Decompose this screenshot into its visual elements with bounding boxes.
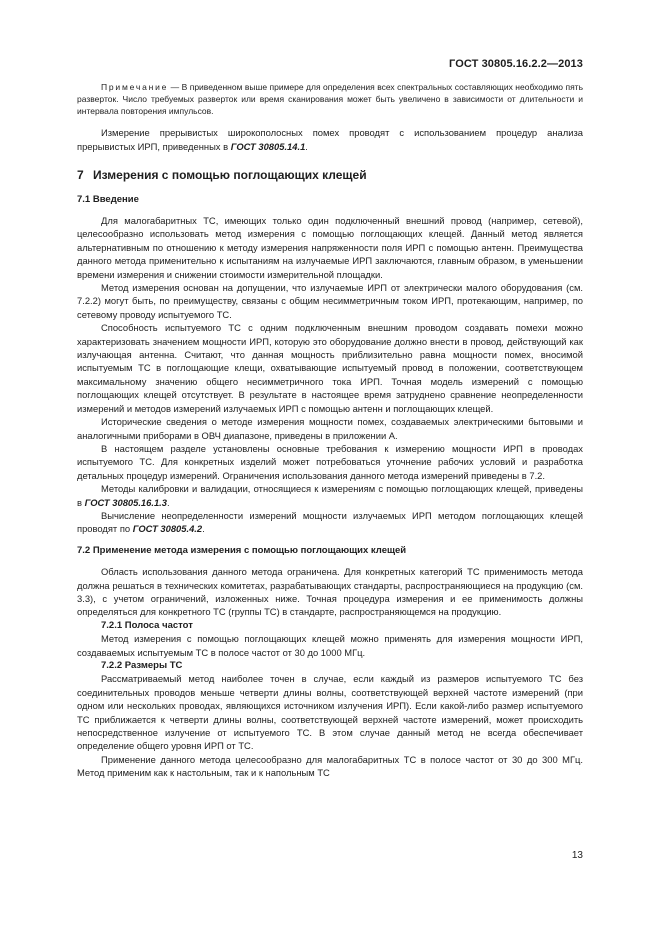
paragraph-7-1-2: Метод измерения основан на допущении, что излучаемые ИРП от электрически малого оборудования (см. 7.2.2) могут быть, по преимуществу, связаны с общим несимметричным током ИРП, протекающим, например, по сетевому проводу испытуемого ТС. bbox=[77, 282, 583, 320]
section-number: 7 bbox=[77, 168, 84, 183]
paragraph-end: . bbox=[202, 523, 205, 535]
paragraph-7-2-1-body: Метод измерения с помощью поглощающих клещей можно применять для измерения мощности ИРП, создаваемых испытуемым ТС в полосе частот от 30 до 1000 МГц. bbox=[77, 633, 583, 658]
note-label: Примечание bbox=[101, 82, 169, 92]
paragraph-7-1-4: Исторические сведения о методе измерения мощности помех, создаваемых электрическими бытовыми и аналогичными приборами в ОВЧ диапазоне, приведены в приложении А. bbox=[77, 416, 583, 441]
note-paragraph bbox=[77, 82, 583, 117]
paragraph-7-1-1: Для малогабаритных ТС, имеющих только один подключенный внешний провод (например, сетевой), целесообразно использовать метод измерения с помощью поглощающих клещей. Данный метод является альтернативным по отношению к методу измерения напряженности поля ИРП с помощью антенн. Преимущества данного метода применительно к испытаниям на излучаемые ИРП заключаются, главным образом, в уменьшении времени измерения и снижении стоимости измерительной площадки. bbox=[77, 215, 583, 280]
intro-text: Измерение прерывистых широкополосных помех проводят с использованием процедур анализа прерывистых ИРП, приведенных в bbox=[77, 127, 583, 152]
standard-reference: ГОСТ 30805.16.1.3 bbox=[84, 496, 167, 508]
subsection-7-2-1-heading: 7.2.1 Полоса частот bbox=[101, 619, 193, 631]
subsection-7-1-heading: 7.1 Введение bbox=[77, 193, 139, 205]
subsection-7-2-heading: 7.2 Применение метода измерения с помощью поглощающих клещей bbox=[77, 544, 407, 556]
paragraph-7-1-3: Способность испытуемого ТС с одним подключенным внешним проводом создавать помехи можно характеризовать значением мощности ИРП, которую это оборудование должно внести в провод, действующий как излучающая антенна. Считают, что данная мощность приблизительно равна мощности помех, вносимой испытуемым ТС в поглощающие клещи, охватывающие испытуемый провод в положении, соответствующем максимальному значению общего несимметричного тока ИРП. Точная модель измерений с помощью поглощающих клещей отсутствует. В результате в настоящее время затруднено сравнение неопределенности измерений и методов измерений излучаемых ИРП с помощью антенн и поглощающих клещей. bbox=[77, 322, 583, 414]
paragraph-7-1-5: В настоящем разделе установлены основные требования к измерению мощности ИРП в проводах испытуемого ТС. Для конкретных изделий может потребоваться уточнение рабочих условий и разработка детальных процедур измерений. Ограничения использования данного метода измерений приведены в 7.2. bbox=[77, 442, 583, 481]
document-header: ГОСТ 30805.16.2.2—2013 bbox=[449, 58, 583, 70]
section-7-heading bbox=[77, 169, 583, 182]
paragraph-7-2-2-body-1: Рассматриваемый метод наиболее точен в случае, если каждый из размеров испытуемого ТС без соединительных проводов меньше четверти длины волны, соответствующей верхней частоте измерений (при одном или нескольких проводах, являющихся источником излучения ИРП). Если какой-либо размер испытуемого ТС приближается к четверти длины волны, соответствующей верхней частоте измерений, может происходить непосредственное излучение от испытуемого ТС. В этом случае данный метод не всегда обеспечивает определение общего уровня ИРП от ТС. bbox=[77, 673, 583, 752]
paragraph-7-1-7 bbox=[77, 509, 583, 536]
page-content bbox=[77, 82, 583, 780]
intro-end: . bbox=[305, 140, 308, 152]
paragraph-7-1-6 bbox=[77, 482, 583, 509]
paragraph-end: . bbox=[167, 496, 170, 508]
section-title: Измерения с помощью поглощающих клещей bbox=[93, 168, 367, 183]
subsection-7-2-2-heading: 7.2.2 Размеры ТС bbox=[101, 660, 183, 672]
note-text: — В приведенном выше примере для определения всех спектральных составляющих необходимо пять разверток. Число требуемых разверток или время сканирования может быть увеличено в зависимости от длительности и интервала повторения импульсов. bbox=[77, 82, 583, 116]
standard-reference: ГОСТ 30805.4.2 bbox=[132, 523, 203, 535]
paragraph-7-2-2-body-2: Применение данного метода целесообразно для малогабаритных ТС в полосе частот от 30 до 300 МГц. Метод применим как к настольным, так и к напольным ТС bbox=[77, 753, 583, 779]
intro-paragraph bbox=[77, 126, 583, 153]
paragraph-text: Методы калибровки и валидации, относящиеся к измерениям с помощью поглощающих клещей, приведены в bbox=[77, 483, 583, 508]
page-number: 13 bbox=[571, 850, 583, 861]
standard-reference: ГОСТ 30805.14.1 bbox=[230, 140, 306, 152]
paragraph-7-2-1: Область использования данного метода ограничена. Для конкретных категорий ТС применимость метода должна решаться в технических комитетах, разрабатывающих стандарты, распространяющиеся на продукцию (см. 3.3), с учетом ограничений, изложенных ниже. Точная процедура измерения и ее применимость должны определяться для конкретного ТС (группы ТС) в стандарте, распространяющемся на продукцию. bbox=[77, 566, 583, 618]
paragraph-text: Вычисление неопределенности измерений мощности излучаемых ИРП методом поглощающих клещей проводят по bbox=[77, 509, 583, 535]
